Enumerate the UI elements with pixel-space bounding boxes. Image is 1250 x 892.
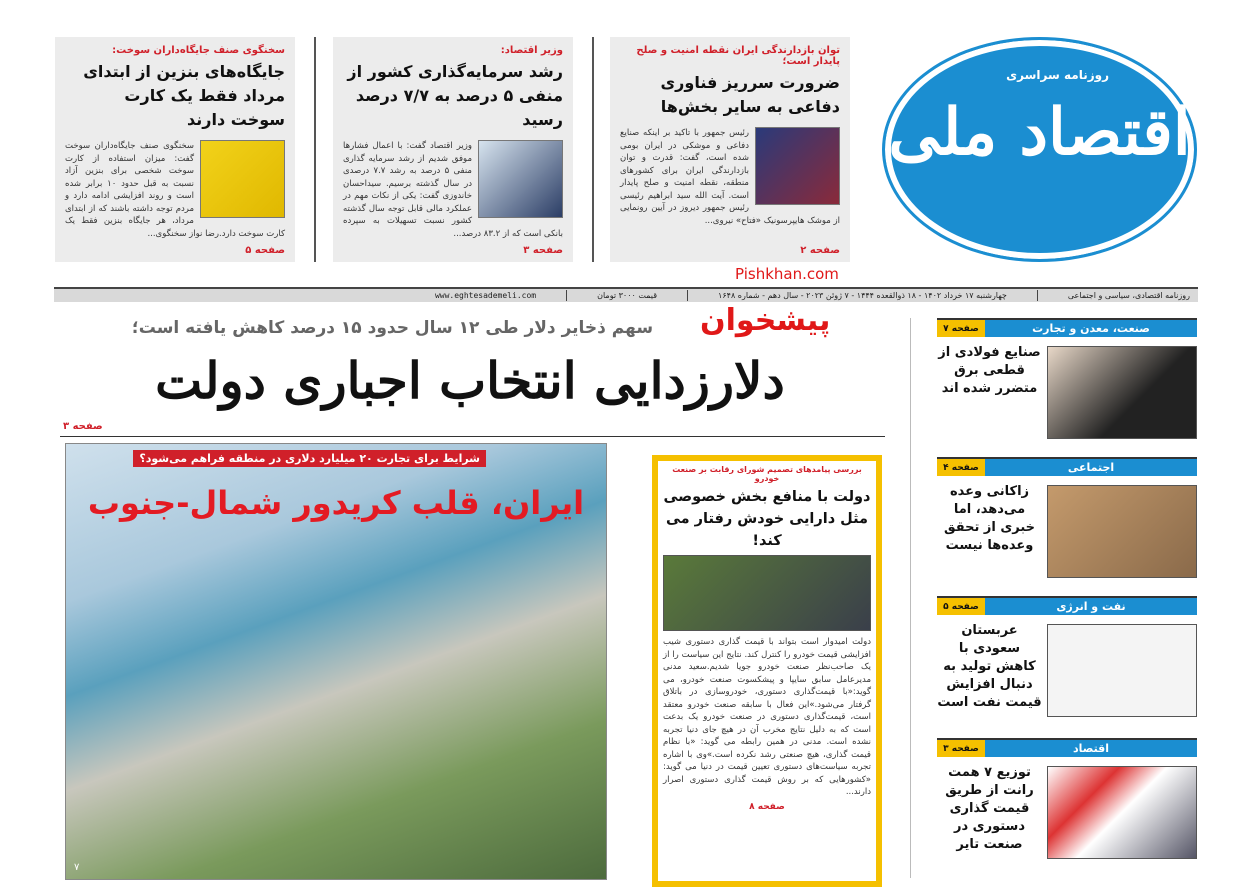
box-body: دولت امیدوار است بتواند با قیمت گذاری دستوری شیب افزایشی قیمت خودرو را کنترل کند. نتایج این سیاست را از یک صاحب‌نظر صنعت خودرو جویا شدیم.سعید مدنی مدیرعامل سابق سایپا و پیشکسوت صنعت خودرو، می گوید:«با قیمت‌گذاری دستوری، خودروسازی در باتلاق گرفتار می‌شود.»این فعال با سابقه صنعت خودرو معتقد است، قیمت‌گذاری دستوری در صنعت خودرو یک بدعت است که به دلیل نتایج مخرب آن در هیچ جای دنیا تجربه نشده است. مدنی در همین رابطه می گوید: «با نظام قیمت گذاری، هیچ صنعتی رشد نکرده است.»وی با اشاره تجربه سیاست‌های دستوری تعیین قیمت در دنیا می گوید: «کشورهایی که بر روش قیمت گذاری دستوری اصرار دارند... <box>663 637 871 797</box>
sidebar-item-industry[interactable] <box>937 318 1197 454</box>
divider <box>687 290 688 301</box>
issue-date: چهارشنبه ۱۷ خرداد ۱۴۰۲ - ۱۸ ذوالقعده ۱۴۴۴ - ۷ ژوئن ۲۰۲۳ - سال دهم - شماره ۱۶۴۸ <box>718 291 1007 300</box>
box-title: دولت با منافع بخش خصوصی مثل دارایی خودش رفتار می کند! <box>663 489 871 549</box>
teaser-kicker: سخنگوی صنف جایگاه‌داران سوخت: <box>112 45 285 56</box>
sidebar-photo <box>1047 624 1197 717</box>
teaser-photo <box>478 140 563 218</box>
box-story[interactable] <box>652 455 882 887</box>
teaser-body: سخنگوی صنف جایگاه‌داران سوخت گفت: میزان استفاده از کارت سوخت شخصی برای بنزین آزاد نسبت به قبل حدود ۱۰ برابر شده است و روند افزایشی ادامه دارد و مردم توجه داشته باشند که از ابتدای مرداد، هر جایگاه بنزین فقط یک کارت سوخت دارد.رضا نواز سخنگوی... <box>65 141 285 239</box>
sidebar-item-economy[interactable] <box>937 738 1197 874</box>
section-page: صفحه ۵ <box>937 598 985 615</box>
tagline: روزنامه اقتصادی، سیاسی و اجتماعی <box>1067 291 1190 300</box>
sidebar-photo <box>1047 485 1197 578</box>
divider <box>910 318 911 878</box>
teaser-fuel[interactable] <box>55 37 295 262</box>
lead-headline[interactable]: دلارزدایی انتخاب اجباری دولت <box>155 351 785 410</box>
sidebar-title: توزیع ۷ همت رانت از طریق قیمت گذاری دستوری در صنعت تایر <box>945 765 1034 852</box>
section-label: اقتصاد <box>985 740 1197 757</box>
masthead-subtitle: روزنامه سراسری <box>1006 68 1109 82</box>
masthead-logo <box>882 37 1197 262</box>
masthead-name: اقتصاد ملی <box>888 95 1191 170</box>
divider <box>60 436 885 437</box>
divider <box>1037 290 1038 301</box>
divider <box>314 37 316 262</box>
watermark-en: Pishkhan.com <box>735 265 839 283</box>
section-page: صفحه ۷ <box>937 320 985 337</box>
teaser-defense[interactable] <box>610 37 850 262</box>
photo-tag: شرایط برای تجارت ۲۰ میلیارد دلاری در منطقه فراهم می‌شود؟ <box>133 450 486 467</box>
sidebar-item-energy[interactable] <box>937 596 1197 732</box>
teaser-title: جایگاه‌های بنزین از ابتدای مرداد فقط یک کارت سوخت دارند <box>83 62 285 129</box>
box-kicker: بررسی پیامدهای تصمیم شورای رقابت بر صنعت خودرو <box>672 465 862 483</box>
teaser-kicker: توان بازدارندگی ایران نقطه امنیت و صلح پایدار است؛ <box>636 45 840 67</box>
photo-headline: ایران، قلب کریدور شمال-جنوب <box>87 484 585 522</box>
teaser-photo <box>755 127 840 205</box>
teaser-investment[interactable] <box>333 37 573 262</box>
sidebar-photo <box>1047 346 1197 439</box>
section-page: صفحه ۳ <box>937 740 985 757</box>
teaser-page: صفحه ۲ <box>800 245 840 256</box>
corridor-aerial-photo[interactable] <box>65 443 607 880</box>
price: قیمت ۳۰۰۰ تومان <box>597 291 658 300</box>
photo-page: ۷ <box>74 862 80 873</box>
sidebar-title: زاکانی وعده می‌دهد، اما خبری از تحقق وعده‌ها نیست <box>944 484 1035 553</box>
dateline-bar <box>54 287 1198 302</box>
lead-page: صفحه ۳ <box>63 421 103 432</box>
teaser-page: صفحه ۵ <box>245 245 285 256</box>
divider <box>592 37 594 262</box>
box-page: صفحه ۸ <box>749 801 785 812</box>
teaser-page: صفحه ۳ <box>523 245 563 256</box>
divider <box>566 290 567 301</box>
website-link[interactable]: www.eghtesademeli.com <box>434 291 537 300</box>
sidebar-item-social[interactable] <box>937 457 1197 593</box>
sidebar-title: عربستان سعودی با کاهش تولید به دنبال افزایش قیمت نفت است <box>937 623 1042 710</box>
sidebar-title: صنایع فولادی از قطعی برق متضرر شده اند <box>938 345 1041 396</box>
box-photo <box>663 555 871 631</box>
lead-kicker: سهم ذخایر دلار طی ۱۲ سال حدود ۱۵ درصد کاهش یافته است؛ <box>131 318 654 338</box>
section-page: صفحه ۴ <box>937 459 985 476</box>
teaser-title: ضرورت سرریز فناوری دفاعی به سایر بخش‌ها <box>660 73 840 116</box>
watermark-fa: پیشخوان <box>700 303 831 338</box>
teaser-title: رشد سرمایه‌گذاری کشور از منفی ۵ درصد به ۷/۷ درصد رسید <box>347 62 563 129</box>
teaser-body: وزیر اقتصاد گفت: با اعمال فشارها موفق شدیم از رشد سرمایه گذاری منفی ۵ درصد به رشد ۷.۷ درصدی در سال گذشته برسیم. سیداحسان خاندوزی گفت: یکی از نکات مهم در عملکرد مالی قابل توجه سال گذشته کشور نسبت تسهیلات به سپرده بانکی است که از ۸۳.۲ درصد... <box>343 141 563 239</box>
teaser-photo <box>200 140 285 218</box>
teaser-body: رئیس جمهور با تاکید بر اینکه صنایع دفاعی و موشکی در ایران بومی شده است، گفت: قدرت و توان بازدارندگی ایران برای کشورهای منطقه، نقطه امنیت و صلح پایدار است. آیت الله سید ابراهیم رئیسی رئیس جمهور دیروز در آیین رونمایی از موشک هایپرسونیک «فتاح» نیروی... <box>620 128 840 226</box>
teaser-kicker: وزیر اقتصاد: <box>500 45 563 56</box>
section-label: اجتماعی <box>985 459 1197 476</box>
section-label: نفت و انرژی <box>985 598 1197 615</box>
sidebar-photo <box>1047 766 1197 859</box>
section-label: صنعت، معدن و تجارت <box>985 320 1197 337</box>
